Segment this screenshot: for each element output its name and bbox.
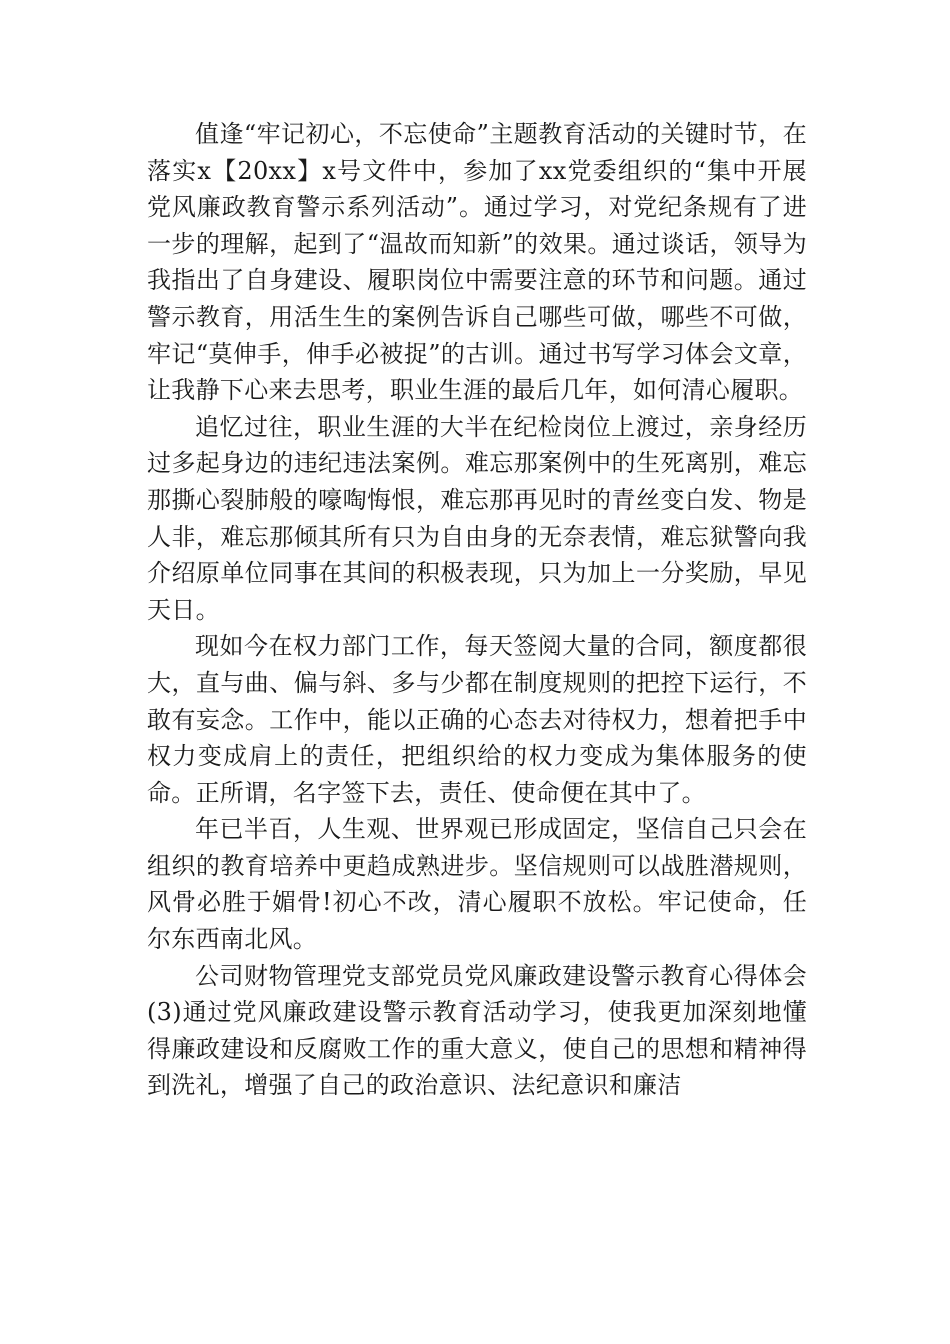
paragraph-3: 现如今在权力部门工作，每天签阅大量的合同，额度都很大，直与曲、偏与斜、多与少都在制度规则的把控下运行，不敢有妄念。工作中，能以正确的心态去对待权力，想着把手中权力变成肩上的责任，把组织给的权力变成为集体服务的使命。正所谓，名字签下去，责任、使命便在其中了。 [147,632,807,807]
paragraph-2: 追忆过往，职业生涯的大半在纪检岗位上渡过，亲身经历过多起身边的违纪违法案例。难忘那案例中的生死离别，难忘那撕心裂肺般的嚎啕悔恨，难忘那再见时的青丝变白发、物是人非，难忘那倾其所有只为自由身的无奈表情，难忘狱警向我介绍原单位同事在其间的积极表现，只为加上一分奖励，早见天日。 [147,412,807,624]
paragraph-4: 年已半百，人生观、世界观已形成固定，坚信自己只会在组织的教育培养中更趋成熟进步。坚信规则可以战胜潜规则，风骨必胜于媚骨!初心不改，清心履职不放松。牢记使命，任尔东西南北风。 [147,815,807,954]
paragraph-5: 公司财物管理党支部党员党风廉政建设警示教育心得体会(3)通过党风廉政建设警示教育活动学习，使我更加深刻地懂得廉政建设和反腐败工作的重大意义，使自己的思想和精神得到洗礼，增强了自己的政治意识、法纪意识和廉洁 [147,961,807,1100]
paragraph-1: 值逢“牢记初心，不忘使命”主题教育活动的关键时节，在落实x【20xx】x号文件中，参加了xx党委组织的“集中开展党风廉政教育警示系列活动”。通过学习，对党纪条规有了进一步的理解，起到了“温故而知新”的效果。通过谈话，领导为我指出了自身建设、履职岗位中需要注意的环节和问题。通过警示教育，用活生生的案例告诉自己哪些可做，哪些不可做，牢记“莫伸手，伸手必被捉”的古训。通过书写学习体会文章，让我静下心来去思考，职业生涯的最后几年，如何清心履职。 [147,120,807,405]
document-body [147,116,807,1104]
